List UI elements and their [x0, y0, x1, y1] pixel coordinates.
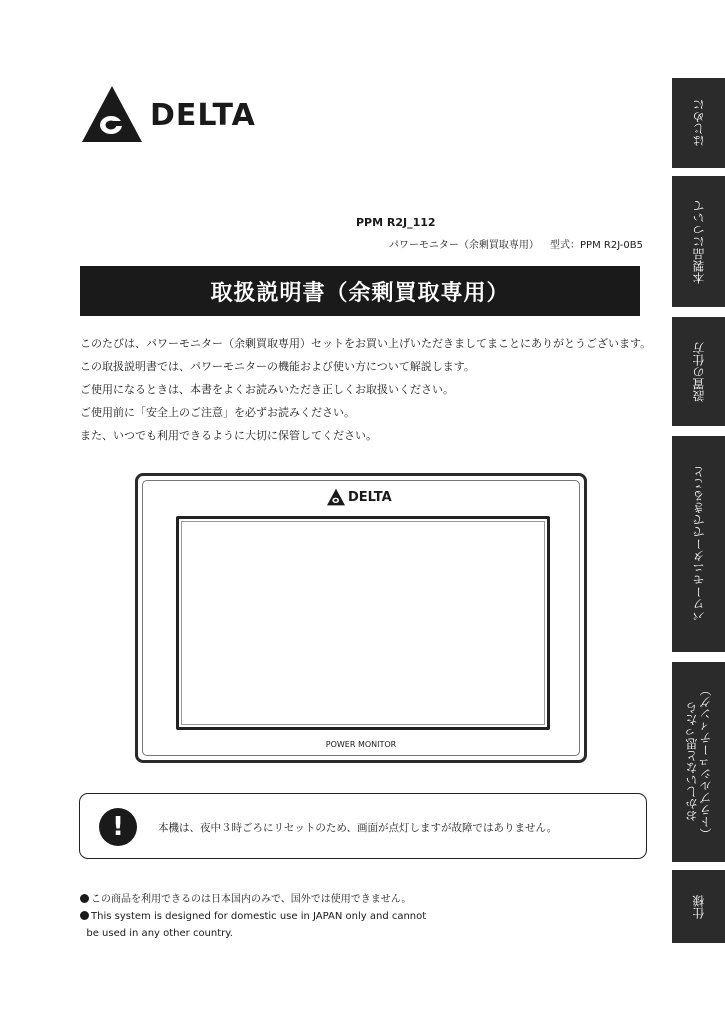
footnote-text: be used in any other country.: [86, 928, 233, 939]
tab-about-product[interactable]: [672, 176, 725, 307]
intro-line: また、いつでも利用できるように大切に保管してください。: [80, 429, 377, 442]
intro-text: [80, 332, 660, 447]
tab-label: 設置の仕方: [691, 341, 706, 402]
intro-line: この取扱説明書では、パワーモニターの機能および使い方について解説します。: [80, 360, 475, 373]
device-logo: [326, 488, 416, 510]
delta-triangle-icon: [326, 488, 346, 506]
intro-line: ご使用になるときは、本書をよくお読みいただき正しくお取扱いください。: [80, 383, 454, 396]
tab-installation[interactable]: [672, 317, 725, 426]
bullet-icon: [80, 894, 89, 903]
footnote-item: [80, 908, 460, 925]
tab-label-line: （トラブルシューティング）: [698, 684, 713, 840]
tab-label: 本製品について: [691, 199, 706, 284]
footnotes: [80, 891, 460, 942]
device-screen: [176, 516, 550, 730]
tab-label: 仕様: [691, 894, 706, 919]
intro-line: ご使用前に「安全上のご注意」を必ずお読みください。: [80, 406, 355, 419]
tab-introduction[interactable]: [672, 78, 725, 168]
footnote-item: [80, 891, 460, 908]
tab-troubleshooting[interactable]: [672, 662, 725, 862]
section-tabs: [672, 0, 725, 1024]
delta-logo: [80, 84, 280, 144]
exclamation-icon: !: [99, 808, 137, 846]
doc-subtitle: [381, 236, 643, 251]
intro-line: このたびは、パワーモニター（余剰買取専用）セットをお買い上げいただきましてまことにありがとうございます。: [80, 337, 652, 350]
model-number: 型式：PPM R2J-0B5: [550, 240, 643, 251]
tab-label-line: おかしいなと思ったら: [684, 702, 699, 822]
delta-triangle-icon: [80, 84, 144, 144]
tab-features[interactable]: [672, 436, 725, 652]
footnote-text: この商品を利用できるのは日本国内のみで、国外では使用できません。: [91, 894, 412, 905]
product-name: パワーモニター（余剰買取専用）: [388, 240, 539, 251]
page-title: 取扱説明書（余剰買取専用）: [80, 266, 640, 316]
logo-text: DELTA: [150, 98, 256, 133]
tab-label: はじめに: [691, 99, 706, 147]
tab-specifications[interactable]: [672, 870, 725, 943]
notice-text: 本機は、夜中３時ごろにリセットのため、画面が点灯しますが故障ではありません。: [158, 822, 558, 834]
device-label: POWER MONITOR: [325, 740, 397, 749]
doc-code: PPM R2J_112: [356, 216, 436, 229]
tab-label: [685, 684, 713, 840]
bullet-icon: [80, 911, 89, 920]
notice-box: [79, 793, 647, 859]
footnote-item: [80, 925, 460, 942]
tab-label: パワーモニターでできること: [691, 466, 706, 622]
device-illustration: [135, 473, 587, 763]
footnote-text: This system is designed for domestic use in JAPAN only and cannot: [91, 911, 427, 922]
device-logo-text: DELTA: [348, 490, 392, 505]
